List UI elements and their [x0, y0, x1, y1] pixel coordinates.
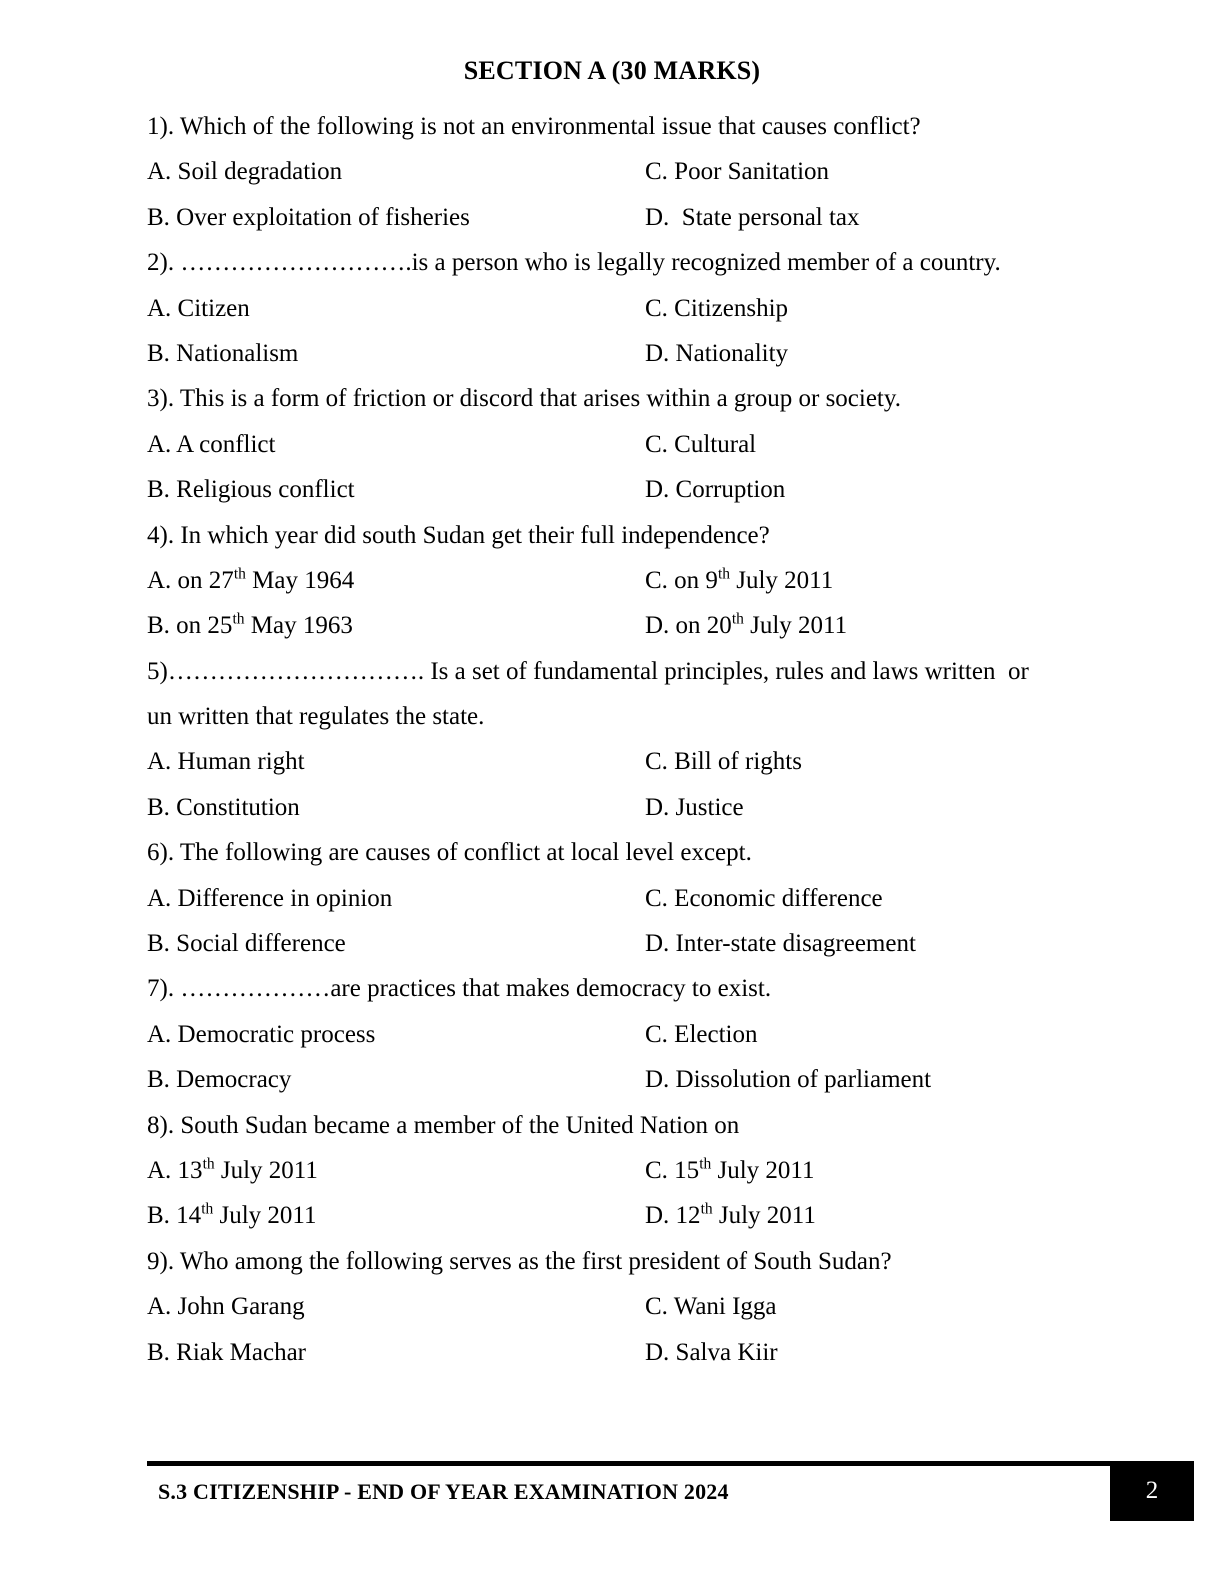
option-a[interactable]	[147, 558, 354, 603]
ordinal-suffix: th	[700, 1201, 713, 1219]
question-stem: 7). ………………are practices that makes democracy to exist.	[147, 975, 772, 1003]
option-a-text: A. 13	[147, 1157, 203, 1184]
option-b[interactable]: B. Over exploitation of fisheries	[147, 203, 470, 231]
option-d[interactable]: D. State personal tax	[645, 203, 860, 231]
ordinal-suffix: th	[731, 610, 744, 628]
option-d[interactable]: D. Salva Kiir	[645, 1338, 778, 1366]
option-a[interactable]: A. A conflict	[147, 430, 276, 458]
option-c[interactable]: C. Bill of rights	[645, 748, 802, 776]
question-stem: 5)…………………………. Is a set of fundamental principles, rules and laws written or un written that regulates the state.	[147, 657, 1036, 731]
option-b[interactable]	[147, 1193, 317, 1238]
option-a[interactable]	[147, 1148, 318, 1193]
option-row	[147, 422, 1047, 467]
option-c[interactable]: C. Economic difference	[645, 884, 883, 912]
option-c[interactable]: C. Election	[645, 1020, 758, 1048]
question-stem: 9). Who among the following serves as the first president of South Sudan?	[147, 1247, 892, 1275]
option-row	[147, 331, 1047, 376]
option-row	[147, 603, 1047, 648]
option-d-text: D. on 20	[645, 612, 732, 640]
option-row	[147, 467, 1047, 512]
page-number-badge: 2	[1110, 1461, 1194, 1521]
option-c[interactable]	[645, 1148, 815, 1193]
option-a-text: A. on 27	[147, 566, 234, 594]
questions-container	[147, 104, 1047, 1375]
option-d[interactable]	[645, 603, 847, 648]
option-b-date: July 2011	[213, 1202, 317, 1230]
option-c[interactable]	[645, 558, 833, 603]
question-stem: 4). In which year did south Sudan get their full independence?	[147, 521, 770, 549]
option-c[interactable]: C. Cultural	[645, 430, 757, 458]
option-row	[147, 286, 1047, 331]
option-a-date: July 2011	[214, 1157, 318, 1184]
ordinal-suffix: th	[202, 1155, 215, 1173]
option-d[interactable]	[645, 1193, 816, 1238]
question-stem: 2). ……………………….is a person who is legally recognized member of a country.	[147, 249, 1001, 277]
option-row	[147, 1148, 1047, 1193]
option-row	[147, 739, 1047, 784]
question-stem: 3). This is a form of friction or discord that arises within a group or society.	[147, 385, 902, 413]
option-b[interactable]: B. Riak Machar	[147, 1338, 306, 1366]
option-a[interactable]: A. Difference in opinion	[147, 884, 393, 912]
footer-divider	[147, 1461, 1110, 1466]
ordinal-suffix: th	[233, 565, 246, 583]
option-row	[147, 1012, 1047, 1057]
option-a[interactable]: A. Human right	[147, 748, 305, 776]
option-row	[147, 876, 1047, 921]
option-d[interactable]: D. Inter-state disagreement	[645, 930, 916, 958]
ordinal-suffix: th	[232, 610, 245, 628]
option-row	[147, 558, 1047, 603]
option-row	[147, 149, 1047, 194]
question-stem: 1). Which of the following is not an environmental issue that causes conflict?	[147, 113, 921, 140]
option-a[interactable]: A. Citizen	[147, 294, 250, 322]
option-d[interactable]: D. Dissolution of parliament	[645, 1066, 932, 1094]
option-c-date: July 2011	[711, 1157, 815, 1184]
option-c-text: C. 15	[645, 1157, 700, 1184]
option-row	[147, 785, 1047, 830]
option-b[interactable]: B. Religious conflict	[147, 476, 355, 504]
ordinal-suffix: th	[201, 1201, 214, 1219]
option-row	[147, 1284, 1047, 1329]
option-a[interactable]: A. John Garang	[147, 1293, 305, 1321]
page-title: SECTION A (30 MARKS)	[463, 56, 761, 85]
option-a-date: May 1964	[245, 566, 355, 594]
option-b[interactable]: B. Social difference	[147, 930, 346, 958]
option-b[interactable]: B. Nationalism	[147, 339, 299, 367]
option-a[interactable]: A. Soil degradation	[147, 158, 343, 186]
option-d-date: July 2011	[743, 612, 848, 640]
option-row	[147, 1330, 1047, 1375]
question-stem: 6). The following are causes of conflict at local level except.	[147, 839, 752, 867]
question-stem: 8). South Sudan became a member of the United Nation on	[147, 1111, 740, 1139]
option-a[interactable]: A. Democratic process	[147, 1020, 376, 1048]
option-row	[147, 195, 1047, 240]
ordinal-suffix: th	[699, 1155, 712, 1173]
option-b[interactable]: B. Democracy	[147, 1066, 292, 1094]
option-b[interactable]	[147, 603, 353, 648]
option-d[interactable]: D. Justice	[645, 793, 744, 821]
option-c[interactable]: C. Wani Igga	[645, 1293, 777, 1321]
option-c-date: July 2011	[730, 566, 834, 594]
option-b[interactable]: B. Constitution	[147, 793, 300, 821]
option-d-text: D. 12	[645, 1202, 701, 1230]
option-c[interactable]: C. Poor Sanitation	[645, 158, 830, 186]
option-row	[147, 921, 1047, 966]
option-b-text: B. 14	[147, 1202, 202, 1230]
option-row	[147, 1193, 1047, 1238]
option-d-date: July 2011	[712, 1202, 816, 1230]
option-d[interactable]: D. Nationality	[645, 339, 789, 367]
option-c[interactable]: C. Citizenship	[645, 294, 789, 322]
option-d[interactable]: D. Corruption	[645, 476, 786, 504]
footer-title: S.3 CITIZENSHIP - END OF YEAR EXAMINATION 2024	[158, 1479, 729, 1504]
option-row	[147, 1057, 1047, 1102]
option-b-text: B. on 25	[147, 612, 233, 640]
page-footer	[0, 1461, 1224, 1584]
ordinal-suffix: th	[717, 565, 730, 583]
option-b-date: May 1963	[244, 612, 353, 640]
option-c-text: C. on 9	[645, 566, 718, 594]
